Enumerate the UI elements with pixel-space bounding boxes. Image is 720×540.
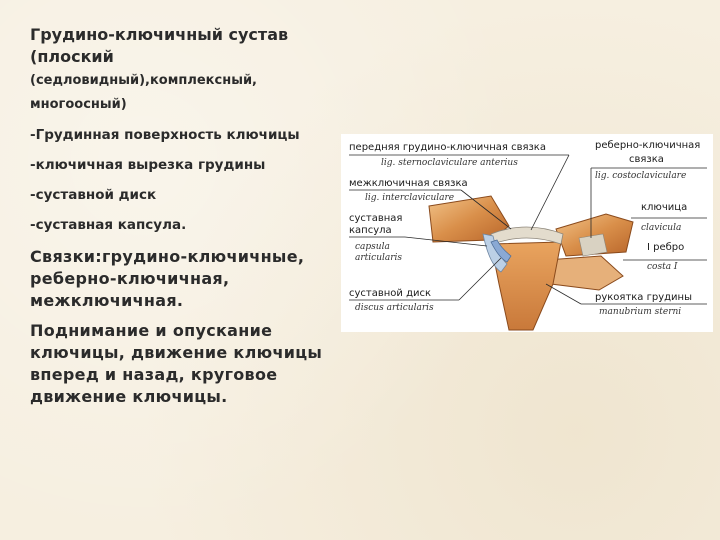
capsule-latin-line1: capsula <box>355 242 390 252</box>
slide-text-column <box>30 24 330 416</box>
joint-title-subtitle: (седловидный),комплексный, многоосный) <box>30 73 257 112</box>
ligaments-paragraph: Связки:грудино-ключичные, реберно-ключичная, межключичная. <box>30 247 305 310</box>
clavicle-label: ключица <box>641 202 688 213</box>
manubrium-label: рукоятка грудины <box>595 292 692 303</box>
interclavicular-ligament-latin: lig. interclaviculare <box>365 193 455 203</box>
list-item-clavicular-notch: -ключичная вырезка грудины <box>30 157 266 173</box>
joint-diagram <box>341 134 713 332</box>
capsule-label-line1: суставная <box>349 213 403 224</box>
clavicle-latin: clavicula <box>641 223 682 233</box>
first-rib-label: I ребро <box>647 242 685 253</box>
movements-paragraph: Поднимание и опускание ключицы, движение ключицы вперед и назад, круговое движение ключицы. <box>30 321 323 406</box>
costoclavicular-ligament-label-line2: связка <box>629 154 664 165</box>
first-rib-latin: costa I <box>647 262 678 272</box>
list-item-joint-capsule: -суставная капсула. <box>30 217 187 233</box>
capsule-latin-line2: articularis <box>355 253 403 263</box>
costoclavicular-ligament-latin: lig. costoclaviculare <box>595 171 687 181</box>
list-item-articular-disc: -суставной диск <box>30 187 157 203</box>
articular-disc-label: суставной диск <box>349 288 432 299</box>
articular-disc-latin: discus articularis <box>355 303 434 313</box>
anterior-ligament-label: передняя грудино-ключичная связка <box>349 142 546 153</box>
joint-title-main: Грудино-ключичный сустав (плоский <box>30 25 289 66</box>
capsule-label-line2: капсула <box>349 225 392 236</box>
anterior-ligament-latin: lig. sternoclaviculare anterius <box>381 158 518 168</box>
anatomy-figure <box>341 134 713 332</box>
interclavicular-ligament-label: межключичная связка <box>349 178 468 189</box>
list-item-sternal-surface: -Грудинная поверхность ключицы <box>30 127 300 143</box>
costoclavicular-ligament-shape <box>579 234 607 256</box>
joint-title <box>30 24 330 116</box>
costoclavicular-ligament-label-line1: реберно-ключичная <box>595 140 701 151</box>
manubrium-latin: manubrium sterni <box>599 307 682 317</box>
